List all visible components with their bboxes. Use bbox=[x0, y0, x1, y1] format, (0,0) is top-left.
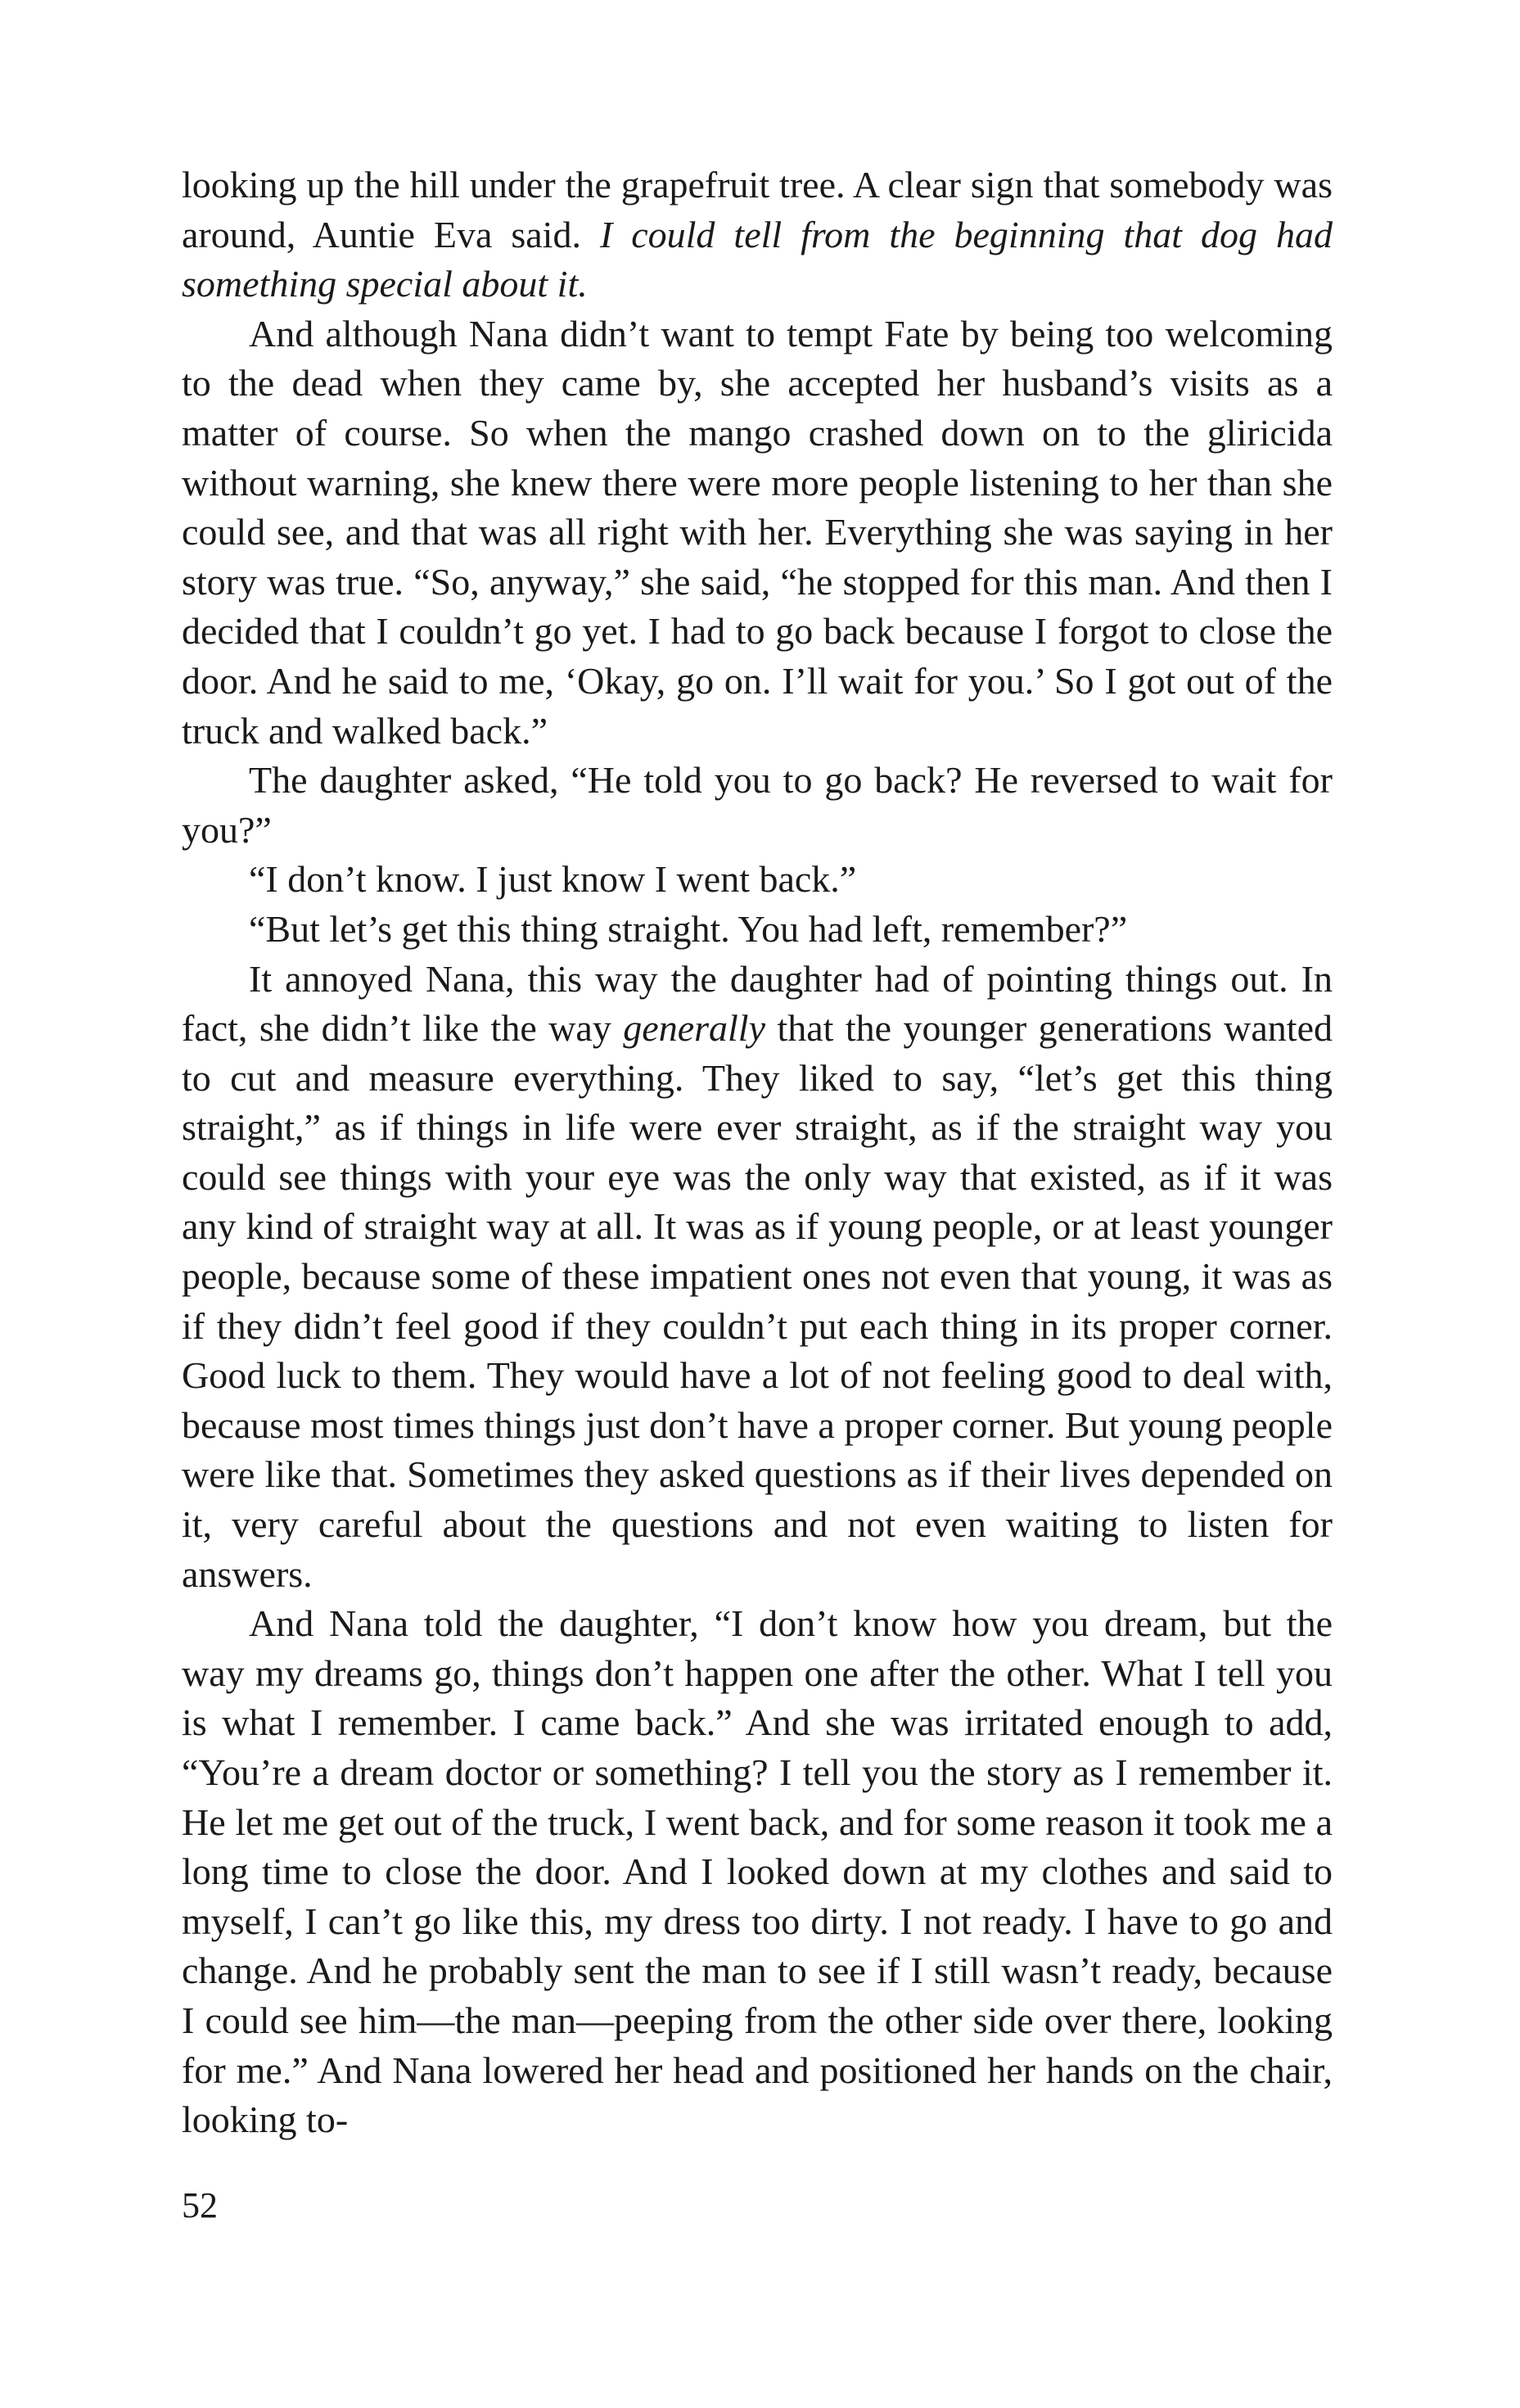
text-segment: It annoyed Nana, this way the daughter had of pointing things out. In fact, she didn’t like the way bbox=[182, 957, 1333, 1050]
paragraph bbox=[182, 855, 1333, 905]
text-segment: “I don’t know. I just know I went back.” bbox=[249, 858, 857, 901]
italic-text: generally bbox=[623, 1007, 765, 1050]
text-segment: The daughter asked, “He told you to go back? He reversed to wait for you?” bbox=[182, 759, 1333, 851]
text-segment: looking up the hill under the grapefruit tree. A clear sign that somebody was around, Auntie Eva said. bbox=[182, 164, 1333, 255]
page-number: 52 bbox=[182, 2185, 218, 2225]
paragraph bbox=[182, 160, 1333, 309]
italic-text: I could tell from the beginning that dog had something special about it. bbox=[182, 213, 1333, 305]
paragraph bbox=[182, 756, 1333, 855]
text-segment: And Nana told the daughter, “I don’t know how you dream, but the way my dreams go, things don’t happen one after the other. What I tell you is what I remember. I came back.” And she was irritated enough to add, “You’re a dream doctor or something? I tell you the story as I remember it. He let me get out of the truck, I went back, and for some reason it took me a long time to close the door. And I looked down at my clothes and said to myself, I can’t go like this, my dress too dirty. I not ready. I have to go and change. And he probably sent the man to see if I still wasn’t ready, because I could see him—the man—peeping from the other side over there, looking for me.” And Nana lowered her head and positioned her hands on the chair, looking to- bbox=[182, 1602, 1333, 2141]
text-segment: And although Nana didn’t want to tempt Fate by being too welcoming to the dead when they came by, she accepted her husband’s visits as a matter of course. So when the mango crashed down on to the gliricida without warning, she knew there were more people listening to her than she could see, and that was all right with her. Everything she was saying in her story was true. “So, anyway,” she said, “he stopped for this man. And then I decided that I couldn’t go yet. I had to go back because I forgot to close the door. And he said to me, ‘Okay, go on. I’ll wait for you.’ So I got out of the truck and walked back.” bbox=[182, 312, 1333, 752]
body-text bbox=[182, 160, 1333, 2145]
paragraph bbox=[182, 905, 1333, 955]
text-segment: that the younger generations wanted to cut and measure everything. They liked to say, “let’s get this thing straight,” as if things in life were ever straight, as if the straight way you could see things with your eye was the only way that existed, as if it was any kind of straight way at all. It was as if young people, or at least younger people, because some of these impatient ones not even that young, it was as if they didn’t feel good if they couldn’t put each thing in its proper corner. Good luck to them. They would have a lot of not feeling good to deal with, because most times things just don’t have a proper corner. But young people were like that. Sometimes they asked questions as if their lives depended on it, very careful about the questions and not even waiting to listen for answers. bbox=[182, 1007, 1333, 1595]
text-segment: “But let’s get this thing straight. You had left, remember?” bbox=[249, 907, 1128, 950]
paragraph bbox=[182, 1599, 1333, 2145]
paragraph bbox=[182, 955, 1333, 1600]
paragraph bbox=[182, 309, 1333, 756]
